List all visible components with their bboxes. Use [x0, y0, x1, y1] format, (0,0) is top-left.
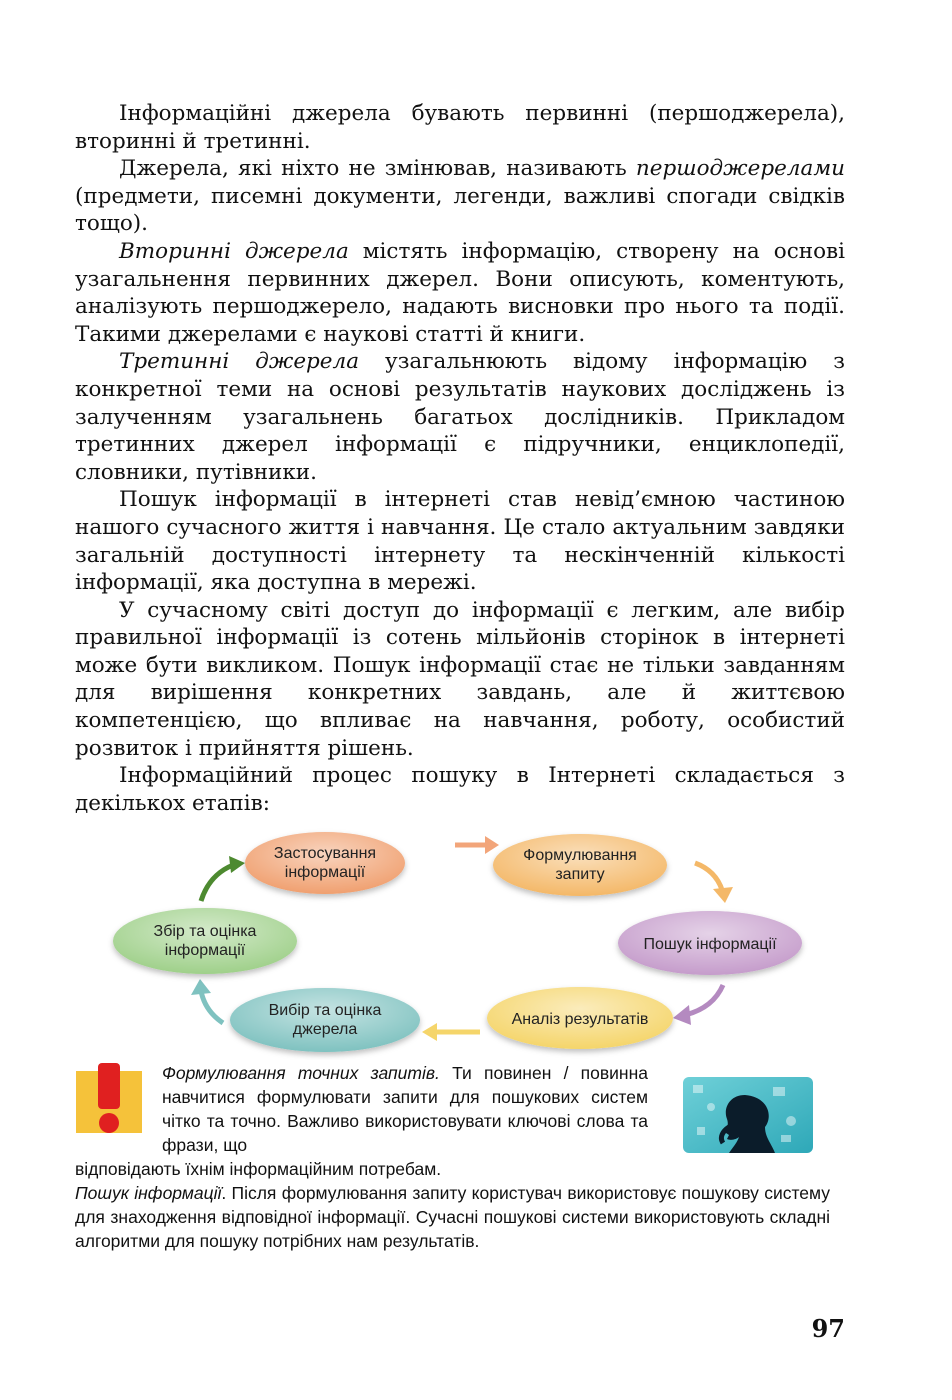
stage-search-information: [618, 911, 802, 975]
paragraph: Джерела, які ніхто не змінював, називають першоджерелами (предмети, писемні документи, легенди, важливі спогади свідків тощо).: [75, 156, 845, 237]
note-text: Формулювання точних запитів. Ти повинен / повинна навчитися формулювати запити для пошукових систем чітко та точно. Важливо використовувати ключові слова та фрази, що: [162, 1063, 648, 1155]
stage-formulate-query: [493, 834, 667, 896]
paragraph: Вторинні джерела містять інформацію, створену на основі узагальнення первинних джерел. Вони описують, коментують, аналізують першоджерело, надають висновки про нього та події. Такими джерелами є наукові статті й книги.: [75, 238, 846, 347]
stage-collect-information: [113, 908, 297, 974]
exclamation-icon: [76, 1063, 142, 1135]
svg-text:Збір та оцінка: Збір та оцінка: [153, 923, 257, 940]
svg-text:Вибір та оцінка: Вибір та оцінка: [268, 1002, 382, 1019]
search-process-diagram: [105, 823, 810, 1060]
svg-text:інформації: інформації: [284, 864, 366, 881]
stage-analyze-results: [487, 987, 673, 1049]
stage-apply-information: [245, 832, 405, 894]
svg-text:Аналіз результатів: Аналіз результатів: [511, 1011, 649, 1028]
stage-choose-source: [230, 988, 420, 1052]
svg-text:джерела: джерела: [292, 1021, 358, 1038]
svg-text:Застосування: Застосування: [273, 845, 377, 862]
svg-text:запиту: запиту: [555, 866, 605, 883]
note-search-information: [75, 1181, 830, 1253]
svg-text:інформації: інформації: [164, 942, 246, 959]
arrow-up-left-icon: [191, 979, 223, 1023]
note-query-formulation: [162, 1061, 648, 1157]
thinking-person-icon: [683, 1077, 813, 1153]
arrow-down-right-icon: [695, 863, 733, 903]
svg-text:Формулювання: Формулювання: [523, 847, 637, 864]
arrow-right-icon: [455, 836, 499, 854]
note-text: Пошук інформації. Після формулювання запиту користувач використовує пошукову систему для знаходження відповідної інформації. Сучасні пошукові системи використовують складні алгоритми для пошуку потрібних нам результатів.: [75, 1183, 830, 1251]
paragraph: Третинні джерела узагальнюють відому інформацію з конкретної теми на основі результатів наукових досліджень із залученням узагальнень багатьох дослідників. Прикладом третинних джерел інформації є підручники, енциклопедії, словники, путівники.: [75, 349, 845, 485]
note-query-formulation-tail: [75, 1157, 835, 1181]
paragraph: У сучасному світі доступ до інформації є легким, але вибір правильної інформації із сотень мільйонів сторінок в інтернеті може бути викликом. Пошук інформації стає не тільки завданням для вирішення конкретних завдань, але й життєвою компетенцією, що впливає на навчання, роботу, особистий розвиток і прийняття рішень.: [75, 597, 845, 761]
paragraph: Пошук інформації в інтернеті став невід’ємною частиною нашого сучасного життя і навчання. Це стало актуальним завдяки загальній доступності інтернету та нескінченній кількості інформації, яка доступна в мережі.: [75, 487, 845, 596]
page-number: 97: [811, 1314, 845, 1343]
paragraph: Інформаційний процес пошуку в Інтернеті складається з декількох етапів:: [75, 763, 845, 816]
note-text: відповідають їхнім інформаційним потребам.: [75, 1159, 442, 1179]
svg-text:Пошук інформації: Пошук інформації: [643, 936, 777, 953]
arrow-up-right-icon: [201, 856, 245, 901]
paragraph: Інформаційні джерела бувають первинні (першоджерела), вторинні й третинні.: [75, 101, 845, 154]
arrow-left-icon: [422, 1023, 480, 1041]
arrow-down-left-icon: [673, 985, 723, 1025]
main-text: [75, 100, 845, 817]
